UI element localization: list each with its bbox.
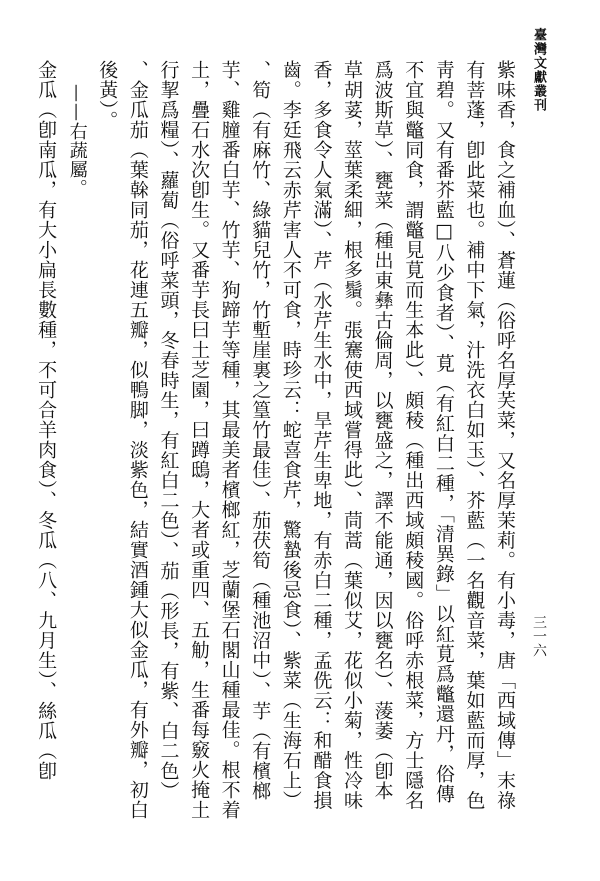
text-column: 齒。李廷飛云赤芹害人不可食，時珍云：蛇喜食芹，驚蟄後忌食）、紫菜（生海石上） xyxy=(279,60,302,811)
text-column: 、金瓜茄（葉榦同茄，花連五瓣，似鴨脚，淡紫色，結實酒鍾大似金瓜，有外瓣，初白 xyxy=(126,60,149,820)
page-body xyxy=(20,60,520,865)
text-column: 、筍（有麻竹、綠貓兒竹，竹塹崖裏之篁竹最佳）、茄茯筍（種池沼中）、芋（有檳榔 xyxy=(249,60,272,801)
text-column: 有菩蓬，卽此菜也。補中下氣，汁洗衣白如玉）、芥藍（一名觀音菜，葉如藍而厚，色 xyxy=(463,60,486,811)
text-column: 芋、雞膧番白芋、竹芋、狗蹄芋等種，其最美者檳榔紅，芝蘭堡石閣山種最佳。根不着 xyxy=(218,60,241,820)
text-column: 土，疊石水次卽生。又番芋長曰土芝園，曰蹲鴟，大者或重四、五觔，生番每竅火掩土 xyxy=(188,60,211,820)
series-title: 臺灣文獻叢刊 xyxy=(531,28,546,112)
text-column: 後黃）。 xyxy=(96,60,119,131)
text-column: 香，多食令人氣滿）、芹（水芹生水中，旱芹生卑地，有赤白二種，孟侁云：和醋食損 xyxy=(310,60,333,811)
text-column: 靑碧。又有番芥藍□八少食者）、莧（有紅白二種，「清異錄」以紅莧爲鼈還丹，俗傳 xyxy=(432,60,455,804)
text-column: 草胡荽，莖葉柔細，根多鬚。張騫使西域嘗得此）、茼蒿（葉似艾，花似小菊，性冷味 xyxy=(341,60,364,811)
text-column: 爲波斯草）、甕菜（種出東彝古倫周，以甕盛之，譯不能通，因以甕名）、蔆萎（卽本 xyxy=(371,60,394,801)
text-column: 紫味香，食之補血）、蒼蓮（俗呼名厚芺菜，又名厚茉莉。有小毒，唐「西域傳」末祿 xyxy=(494,60,516,811)
text-column: 金瓜（卽南瓜，有大小扁長數種，不可合羊肉食）、冬瓜（八、九月生）、絲瓜（卽 xyxy=(35,60,58,781)
text-column: 不宜與鼈同食，謂鼈見莧而生本此）、頗稜（種出西域頗稜國。俗呼赤根菜，方士隱名 xyxy=(402,60,425,811)
section-end-label: ——右蔬屬。 xyxy=(66,84,88,198)
page-number: 三一六 xyxy=(531,615,547,657)
text-column: 行挈爲糧）、蘿蔔（俗呼菜頭，冬春時生，有紅白二色）、茄（形長，有紫、白二色） xyxy=(157,60,180,801)
